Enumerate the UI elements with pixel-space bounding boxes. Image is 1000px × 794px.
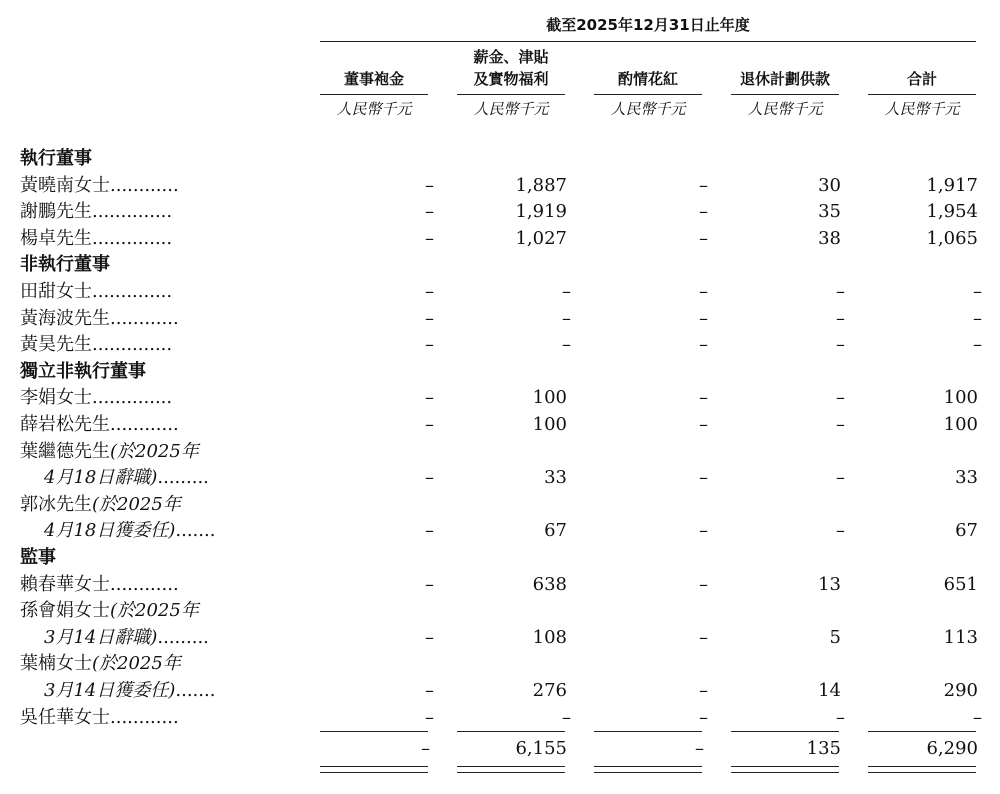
leader-dots: ............ — [110, 573, 179, 595]
table-cell: – — [425, 201, 434, 223]
leader-dots: .............. — [92, 387, 173, 409]
column-header-rule — [868, 94, 976, 95]
table-row — [0, 651, 1000, 677]
table-cell: – — [562, 281, 571, 302]
table-cell: 113 — [943, 626, 978, 648]
column-header — [724, 44, 846, 90]
total-rule — [320, 731, 428, 732]
row-label: 楊卓先生.............. — [20, 227, 173, 249]
table-cell: – — [425, 227, 434, 249]
leader-dots: ......... — [157, 626, 209, 648]
row-label: 非執行董事 — [20, 254, 110, 276]
table-cell: 35 — [818, 201, 841, 223]
table-cell: – — [699, 387, 708, 409]
table-cell: – — [425, 334, 434, 356]
column-unit: 人民幣千元 — [747, 100, 823, 118]
table-cell: 5 — [829, 626, 841, 648]
column-header — [861, 44, 983, 90]
section-row — [0, 252, 1000, 278]
table-row — [0, 279, 1000, 305]
table-cell: – — [973, 307, 982, 329]
table-cell: 100 — [532, 414, 567, 435]
total-rule — [868, 731, 976, 732]
leader-dots: ....... — [175, 680, 216, 701]
table-cell: – — [836, 387, 845, 409]
row-note: 4月18日獲委任) — [44, 520, 176, 542]
period-header-rule — [320, 41, 976, 42]
table-cell: 108 — [532, 626, 567, 648]
table-cell: – — [973, 281, 982, 302]
table-cell: – — [425, 174, 434, 196]
table-cell: – — [699, 706, 708, 728]
table-cell: – — [425, 680, 434, 701]
table-cell: – — [425, 281, 434, 302]
total-cell: 6,155 — [515, 738, 567, 759]
section-row — [0, 359, 1000, 385]
table-row — [0, 173, 1000, 199]
table-cell: – — [425, 706, 434, 728]
table-cell: 13 — [818, 573, 841, 595]
table-cell: 290 — [943, 680, 978, 701]
column-header-line: 董事袍金 — [343, 70, 404, 88]
table-cell: – — [699, 573, 708, 595]
table-row — [0, 518, 1000, 544]
table-cell: – — [836, 414, 845, 435]
column-header-line: 及實物福利 — [473, 70, 549, 88]
table-cell: – — [699, 281, 708, 302]
row-label — [44, 678, 215, 704]
table-cell: 67 — [955, 520, 978, 542]
table-cell: – — [699, 227, 708, 249]
leader-dots: .............. — [92, 201, 173, 223]
column-header-rule — [594, 94, 702, 95]
period-header: 截至2025年12月31日止年度 — [546, 16, 750, 34]
table-cell: – — [973, 334, 982, 356]
row-note: (於2025年 — [92, 493, 181, 515]
leader-dots: ............ — [110, 706, 179, 728]
row-label — [44, 625, 209, 651]
column-header-line: 酌情花紅 — [617, 70, 678, 88]
row-label: 黃曉南女士............ — [20, 174, 179, 196]
leader-dots: ............ — [110, 174, 179, 196]
table-cell: – — [699, 307, 708, 329]
table-cell: – — [836, 334, 845, 356]
table-cell: 1,887 — [515, 174, 567, 196]
row-label: 郭冰先生(於2025年 — [20, 493, 181, 515]
row-note: (於2025年 — [110, 600, 199, 622]
total-double-rule — [731, 766, 839, 773]
row-label — [44, 465, 209, 491]
table-cell: – — [562, 307, 571, 329]
leader-dots: .............. — [92, 227, 173, 249]
table-cell: – — [699, 626, 708, 648]
row-label: 吳任華女士............ — [20, 706, 179, 728]
table-row — [0, 439, 1000, 465]
table-cell: – — [562, 706, 571, 728]
column-header-rule — [731, 94, 839, 95]
table-cell: – — [425, 467, 434, 489]
table-cell: 33 — [955, 467, 978, 489]
total-double-rule — [868, 766, 976, 773]
leader-dots: .............. — [92, 334, 173, 356]
table-row — [0, 332, 1000, 358]
total-double-rule — [320, 766, 428, 773]
table-cell: 38 — [818, 227, 841, 249]
table-cell: 1,919 — [515, 201, 567, 223]
row-note: (於2025年 — [92, 653, 181, 675]
total-double-rule — [457, 766, 565, 773]
table-cell: – — [836, 307, 845, 329]
row-label: 田甜女士.............. — [20, 281, 173, 302]
column-header-line: 薪金、津貼 — [473, 48, 549, 66]
column-header — [313, 44, 435, 90]
column-header-rule — [457, 94, 565, 95]
row-label: 葉繼德先生(於2025年 — [20, 440, 199, 462]
table-cell: 276 — [532, 680, 567, 701]
column-header-line: 退休計劃供款 — [739, 70, 830, 88]
total-rule — [594, 731, 702, 732]
table-cell: 651 — [943, 573, 978, 595]
table-cell: 67 — [544, 520, 567, 542]
row-label: 葉楠女士(於2025年 — [20, 653, 181, 675]
leader-dots: .............. — [92, 281, 173, 302]
table-cell: – — [699, 334, 708, 356]
row-label: 黃昊先生.............. — [20, 334, 173, 356]
column-header-rule — [320, 94, 428, 95]
table-cell: – — [425, 307, 434, 329]
total-rule — [457, 731, 565, 732]
table-cell: 14 — [818, 680, 841, 701]
table-row — [0, 385, 1000, 411]
row-note: 3月14日獲委任) — [44, 680, 176, 701]
row-label: 謝鵬先生.............. — [20, 201, 173, 223]
table-cell: 30 — [818, 174, 841, 196]
column-header — [587, 44, 709, 90]
row-note: (於2025年 — [110, 440, 199, 462]
row-label — [44, 518, 215, 544]
total-double-rule — [594, 766, 702, 773]
table-row — [0, 492, 1000, 518]
table-row — [0, 412, 1000, 438]
total-cell: – — [695, 738, 704, 759]
table-row — [0, 572, 1000, 598]
table-cell: 1,065 — [926, 227, 978, 249]
column-unit: 人民幣千元 — [610, 100, 686, 118]
table-cell: – — [699, 174, 708, 196]
total-rule — [731, 731, 839, 732]
table-cell: – — [425, 414, 434, 435]
table-cell: – — [425, 520, 434, 542]
row-label: 李娟女士.............. — [20, 387, 173, 409]
table-cell: 638 — [532, 573, 567, 595]
column-unit: 人民幣千元 — [884, 100, 960, 118]
section-row — [0, 545, 1000, 571]
table-cell: – — [699, 467, 708, 489]
total-cell: 135 — [806, 738, 841, 759]
table-row — [0, 226, 1000, 252]
row-note: 3月14日辭職) — [44, 626, 158, 648]
row-label: 監事 — [20, 547, 56, 568]
column-header — [450, 44, 572, 90]
row-label: 賴春華女士............ — [20, 573, 179, 595]
total-cell: – — [421, 738, 430, 759]
table-row — [0, 705, 1000, 731]
column-unit: 人民幣千元 — [336, 100, 412, 118]
table-cell: 100 — [532, 387, 567, 409]
table-cell: – — [836, 281, 845, 302]
row-label: 孫會娟女士(於2025年 — [20, 600, 199, 622]
table-cell: 1,954 — [926, 201, 978, 223]
table-row — [0, 306, 1000, 332]
table-cell: – — [562, 334, 571, 356]
table-cell: – — [836, 706, 845, 728]
total-row — [0, 736, 1000, 762]
section-row — [0, 146, 1000, 172]
total-cell: 6,290 — [926, 738, 978, 759]
column-header-line: 合計 — [906, 70, 937, 88]
table-row — [0, 199, 1000, 225]
table-row — [0, 598, 1000, 624]
table-cell: – — [836, 520, 845, 542]
row-label: 執行董事 — [20, 148, 92, 169]
column-unit: 人民幣千元 — [473, 100, 549, 118]
table-row — [0, 625, 1000, 651]
table-cell: – — [425, 387, 434, 409]
row-label: 薛岩松先生............ — [20, 414, 179, 435]
table-cell: 1,027 — [515, 227, 567, 249]
table-cell: 1,917 — [926, 174, 978, 196]
table-cell: – — [425, 573, 434, 595]
row-label: 獨立非執行董事 — [20, 360, 146, 382]
table-cell: – — [699, 520, 708, 542]
row-label: 黃海波先生............ — [20, 307, 179, 329]
leader-dots: ............ — [110, 307, 179, 329]
leader-dots: ............ — [110, 414, 179, 435]
table-cell: – — [973, 706, 982, 728]
table-cell: 100 — [943, 414, 978, 435]
table-cell: – — [699, 680, 708, 701]
table-row — [0, 465, 1000, 491]
row-note: 4月18日辭職) — [44, 467, 158, 489]
leader-dots: ......... — [157, 467, 209, 489]
table-row — [0, 678, 1000, 704]
table-cell: – — [836, 467, 845, 489]
table-cell: 100 — [943, 387, 978, 409]
table-cell: – — [699, 414, 708, 435]
table-cell: 33 — [544, 467, 567, 489]
table-cell: – — [699, 201, 708, 223]
table-cell: – — [425, 626, 434, 648]
leader-dots: ....... — [175, 520, 216, 542]
